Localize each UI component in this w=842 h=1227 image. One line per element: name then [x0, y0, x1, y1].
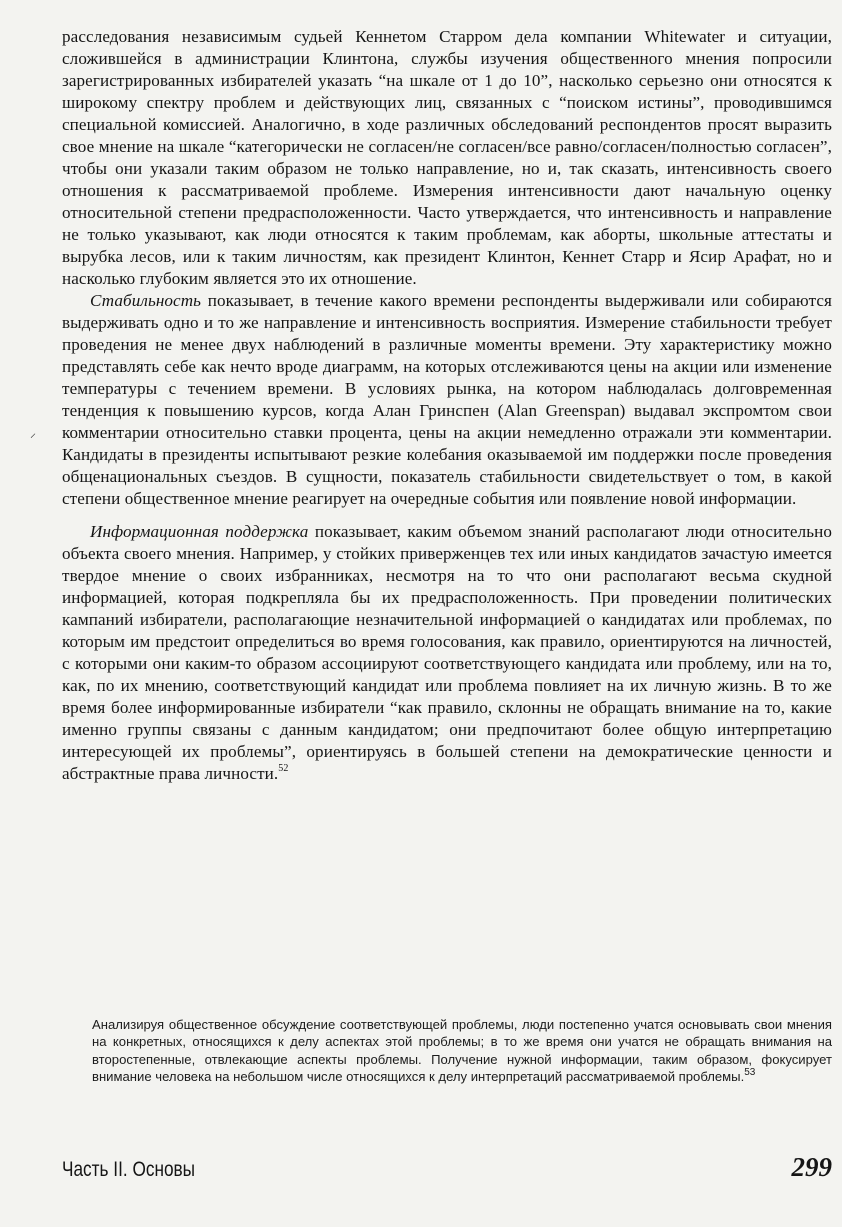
term-information-support: Информационная поддержка: [90, 522, 309, 541]
page-footer: [62, 1152, 832, 1192]
paragraph-intensity: [62, 26, 832, 290]
paragraph-stability-text: показывает, в течение какого времени респонденты выдерживали или собираются выдерживать одно и то же направление и интенсивность восприятия. Измерение стабильности требует проведения не менее двух наблюдений в различные моменты времени. Эту характеристику можно представлять себе как нечто вроде диаграмм, на которых отслеживаются цены на акции или изменение температуры с течением времени. В условиях рынка, на котором наблюдалась долговременная тенденция к повышению курсов, когда Алан Гринспен (Alan Greenspan) выдавал экспромтом свои комментарии относительно ставки процента, цены на акции немедленно отражали эти комментарии. Кандидаты в президенты испытывают резкие колебания оказываемой им поддержки после проведения общенациональных съездов. В сущности, показатель стабильности свидетельствует о том, в какой степени общественное мнение реагирует на очередные события или появление новой информации.: [62, 291, 832, 508]
term-stability: Стабильность: [90, 291, 202, 310]
block-quote: [92, 1016, 832, 1086]
page-number: 299: [791, 1152, 832, 1182]
footnote-ref-53: 53: [744, 1066, 756, 1078]
margin-pencil-mark: ⸝: [30, 426, 37, 440]
page-body: [62, 26, 832, 785]
footnote-ref-52: 52: [278, 763, 289, 775]
block-quote-text: Анализируя общественное обсуждение соответствующей проблемы, люди постепенно учатся основывать свои мнения на конкретных, относящихся к делу аспектах этой проблемы; в то же время они учатся не обращать внимания на второстепенные, отвлекающие аспекты проблемы. Получение нужной информации, таким образом, фокусирует внимание человека на небольшом числе относящихся к делу интерпретаций рассматриваемой проблемы.: [92, 1017, 832, 1085]
footer-section-title: Часть II. Основы: [62, 1158, 196, 1181]
paragraph-stability: [62, 290, 832, 510]
paragraph-information-text: показывает, каким объемом знаний располагают люди относительно объекта своего мнения. Например, у стойких приверженцев тех или иных кандидатов зачастую имеется твердое мнение о своих избранниках, несмотря на то что они располагают весьма скудной информацией, которая подкрепляла бы их предрасположенность. При проведении политических кампаний избиратели, располагающие незначительной информацией о кандидатах или проблемах, по которым им предстоит определиться во время голосования, как правило, ориентируются на личностей, с которыми они каким-то образом ассоциируют соответствующего кандидата или проблему, или на то, как, по их мнению, соответствующий кандидат или проблема повлияет на их личную жизнь. В то же время более информированные избиратели “как правило, склонны не обращать внимание на то, какие именно группы связаны с данным кандидатом; они предпочитают более общую интерпретацию интересующей их проблемы”, ориентируясь в большей степени на демократические ценности и абстрактные права личности.: [62, 522, 832, 783]
paragraph-intensity-text: расследования независимым судьей Кеннетом Старром дела компании Whitewater и ситуации, сложившейся в администрации Клинтона, службы изучения общественного мнения попросили зарегистрированных избирателей указать “на шкале от 1 до 10”, насколько серьезно они относятся к широкому спектру проблем и действующих лиц, связанных с “поиском истины”, проводившимся специальной комиссией. Аналогично, в ходе различных обследований респондентов просят выразить свое мнение на шкале “категорически не согласен/не согласен/все равно/согласен/полностью согласен”, чтобы они указали таким образом не только направление, но и, так сказать, интенсивность своего отношения к рассматриваемой проблеме. Измерения интенсивности дают начальную оценку относительной степени предрасположенности. Часто утверждается, что интенсивность и направление не только указывают, как люди относятся к таким проблемам, как аборты, школьные аттестаты и вырубка лесов, или к таким личностям, как президент Клинтон, Кеннет Старр и Ясир Арафат, но и насколько глубоким является это их отношение.: [62, 27, 832, 288]
paragraph-information: [62, 521, 832, 785]
